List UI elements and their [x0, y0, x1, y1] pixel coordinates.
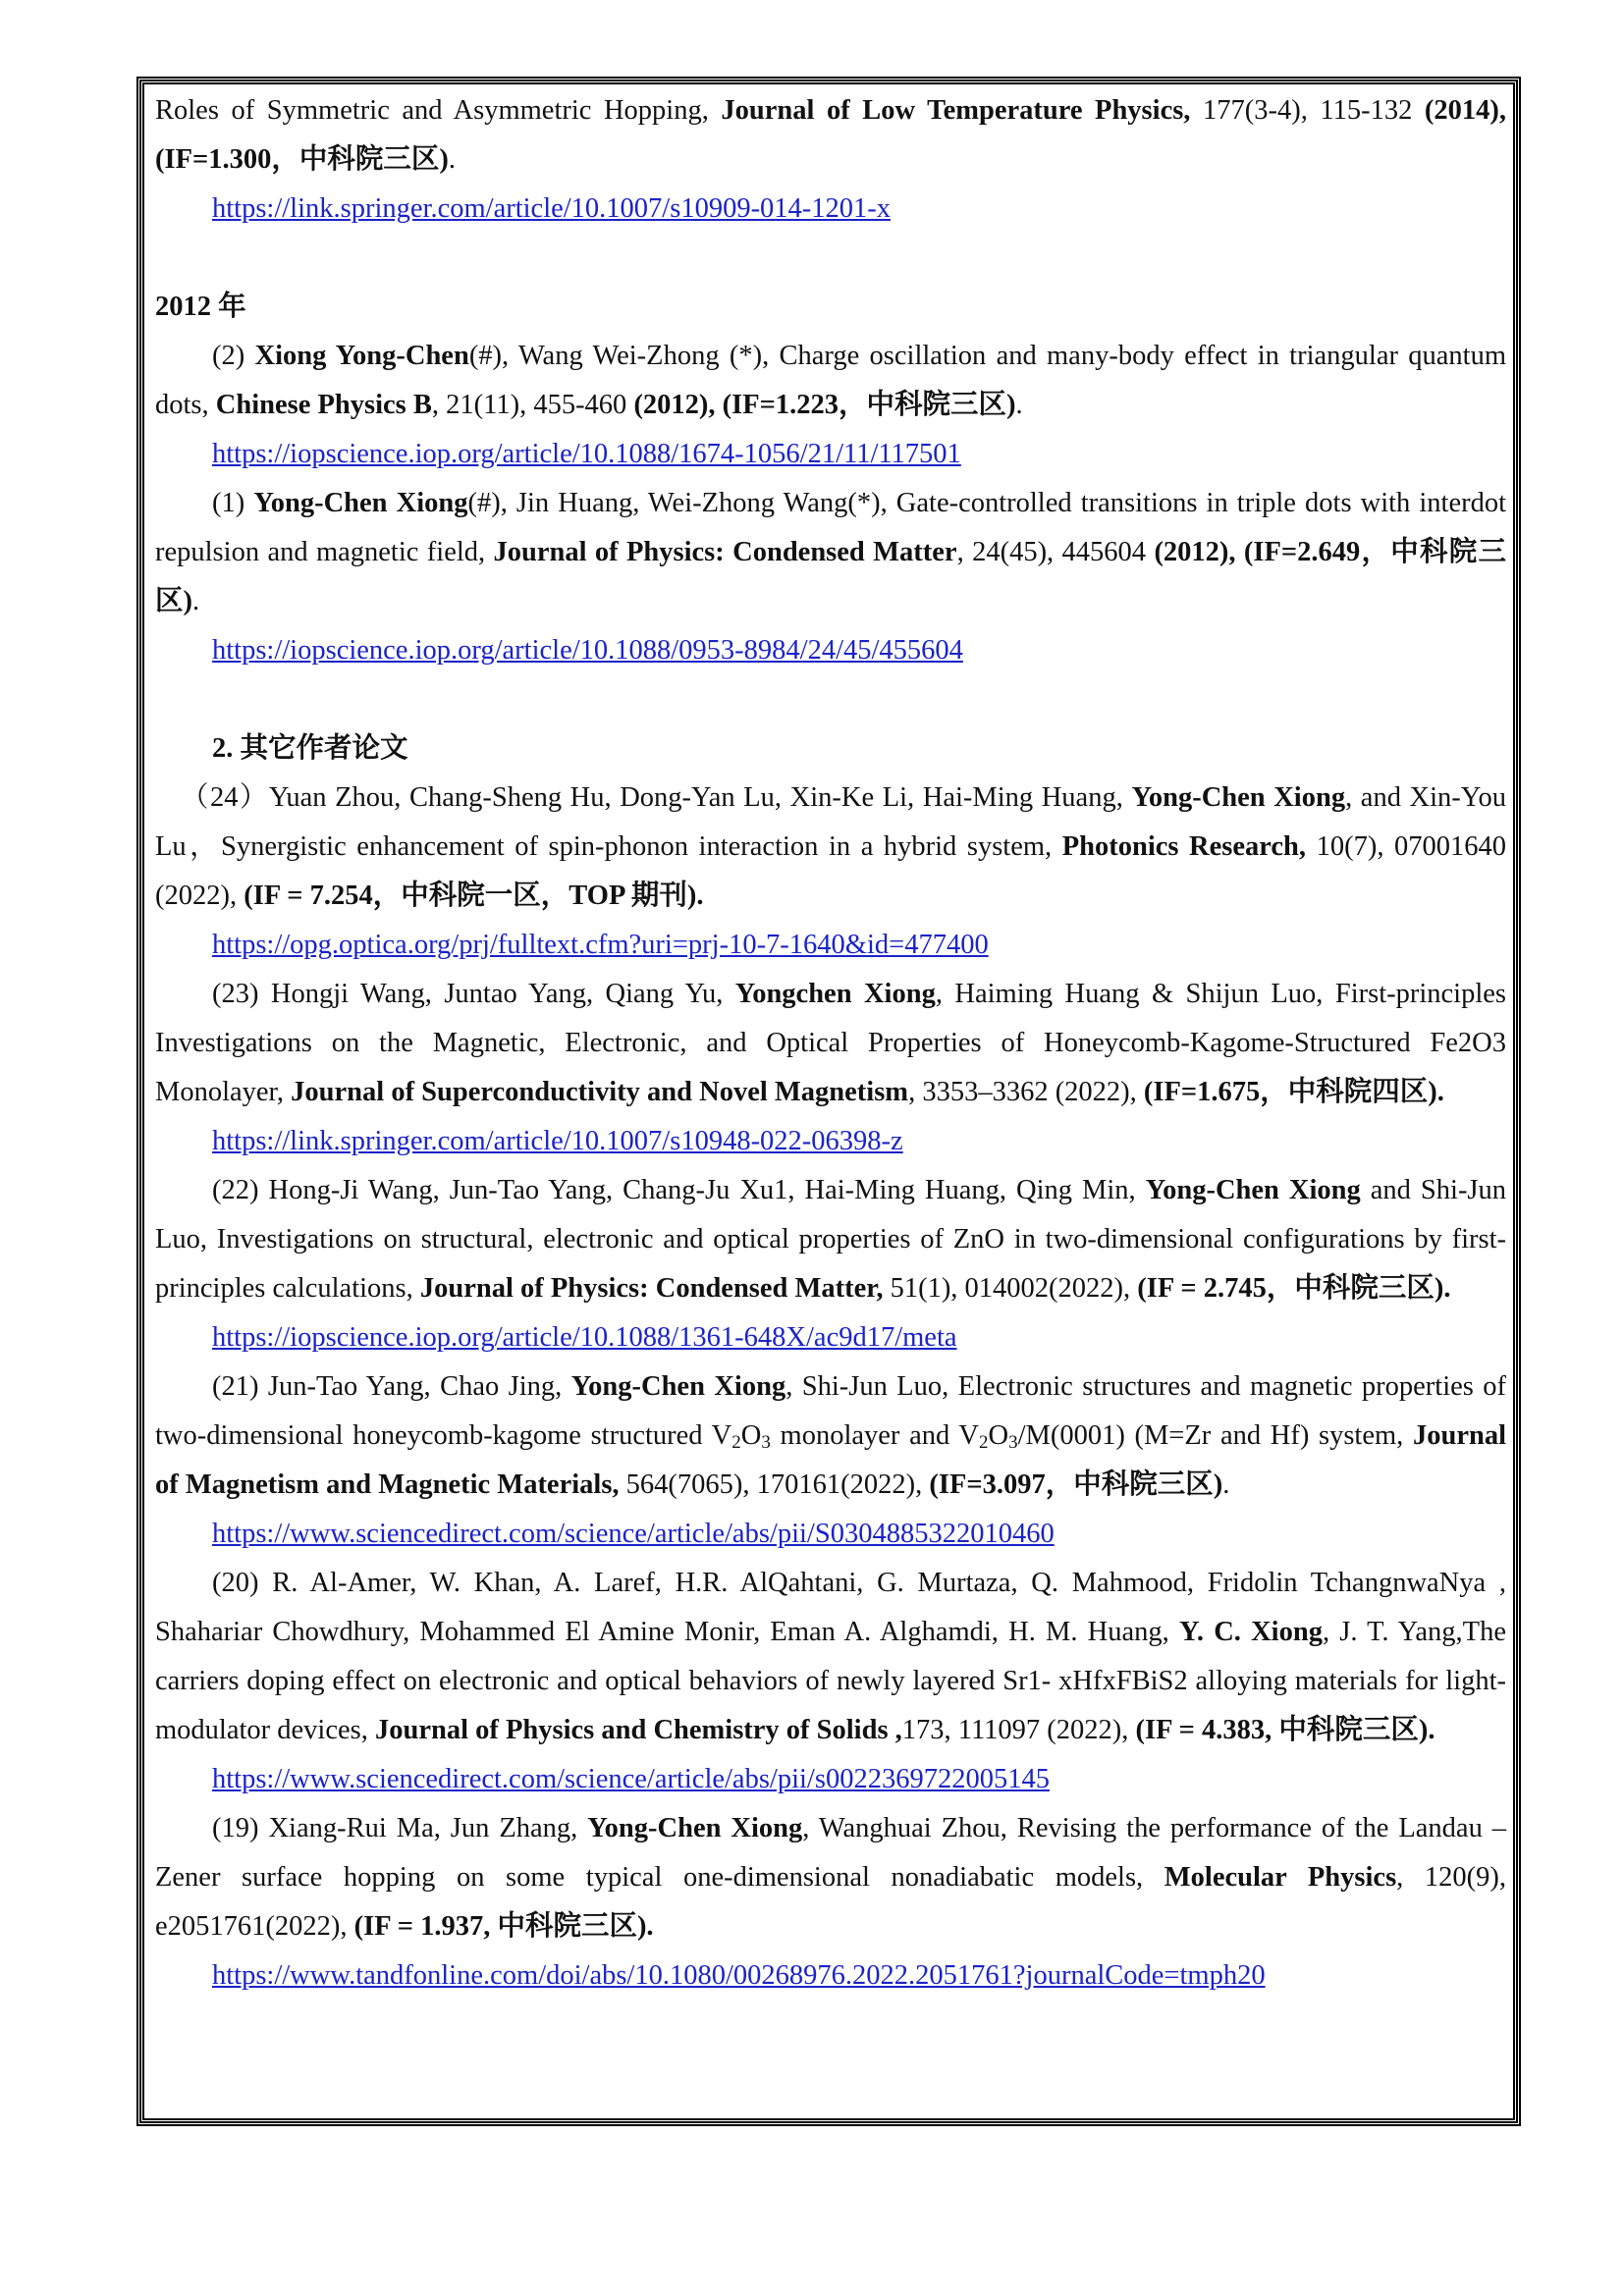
impact-factor: (2012), (IF=2.649，中科院三区): [155, 537, 1507, 616]
journal-name: Molecular Physics: [1164, 1862, 1397, 1893]
entry-2: [155, 332, 1506, 430]
subscript: 3: [1008, 1432, 1018, 1453]
entry-text: , Shi-Jun Luo, Electronic structures and magnetic properties of two-dimensional honeycomb-kagome structured V: [155, 1371, 1507, 1451]
journal-name: Journal of Physics and Chemistry of Solids ,: [374, 1715, 902, 1745]
entry-number: (22): [212, 1175, 269, 1205]
entry-1-link[interactable]: https://iopscience.iop.org/article/10.1088/0953-8984/24/45/455604: [212, 635, 963, 666]
entry-text: Xiang-Rui Ma, Jun Zhang,: [268, 1813, 588, 1843]
entry-text: , 24(45), 445604: [956, 537, 1155, 567]
entry-text: and Shi-Jun Luo, Investigations on structural, electronic and optical properties of ZnO in two-dimensional configurations by first-principles calculations,: [155, 1175, 1507, 1304]
entry-3-continued: [155, 86, 1506, 185]
impact-factor: (IF = 1.937, 中科院三区).: [353, 1911, 654, 1942]
entry-text: Hong-Ji Wang, Jun-Tao Yang, Chang-Ju Xu1, Hai-Ming Huang, Qing Min,: [268, 1175, 1146, 1205]
entry-3-link[interactable]: https://link.springer.com/article/10.1007/s10909-014-1201-x: [212, 193, 892, 224]
journal-name: Journal of Magnetism and Magnetic Materials,: [155, 1420, 1506, 1500]
entry-number: (20): [212, 1568, 273, 1598]
impact-factor: (IF=3.097，中科院三区): [929, 1469, 1223, 1500]
entry-text: 51(1), 014002(2022),: [883, 1273, 1138, 1304]
entry-text: , 21(11), 455-460: [431, 390, 634, 420]
entry-text: .: [1015, 390, 1023, 420]
entry-text: 10(7), 07001640 (2022),: [155, 831, 1507, 911]
impact-factor: (IF = 2.745，中科院三区).: [1137, 1273, 1451, 1304]
journal-name: Journal of Low Temperature Physics,: [721, 95, 1191, 126]
entry-text: 173, 111097 (2022),: [901, 1715, 1136, 1745]
entry-text: , Wanghuai Zhou, Revising the performance of the Landau –Zener surface hopping on some typical one-dimensional nonadiabatic models,: [155, 1813, 1507, 1893]
entry-19-link[interactable]: https://www.tandfonline.com/doi/abs/10.1080/00268976.2022.2051761?journalCode=tmph20: [212, 1960, 1266, 1991]
subscript: 2: [978, 1432, 989, 1453]
entry-text: Hongji Wang, Juntao Yang, Qiang Yu,: [270, 979, 735, 1009]
impact-factor: (IF = 4.383, 中科院三区).: [1135, 1715, 1435, 1745]
entry-20-link[interactable]: https://www.sciencedirect.com/science/article/abs/pii/s0022369722005145: [212, 1764, 1050, 1794]
publication-list: [155, 86, 1506, 2001]
impact-factor: (2014), (IF=1.300，中科院三区): [155, 95, 1507, 175]
entry-text: .: [448, 144, 456, 175]
entry-text: monolayer and V: [770, 1420, 979, 1451]
entry-20: [155, 1559, 1506, 1755]
highlighted-author: Yong-Chen Xiong: [587, 1813, 803, 1843]
entry-text: (#), Wang Wei-Zhong (*), Charge oscillation and many-body effect in triangular quantum dots,: [155, 341, 1506, 420]
entry-24: [155, 774, 1506, 921]
entry-text: O: [988, 1420, 1009, 1451]
entry-text: Yuan Zhou, Chang-Sheng Hu, Dong-Yan Lu, Xin-Ke Li, Hai-Ming Huang,: [268, 782, 1132, 813]
entry-21: [155, 1362, 1506, 1510]
entry-number: (1): [212, 488, 254, 518]
entry-text: 564(7065), 170161(2022),: [619, 1469, 930, 1500]
entry-text: R. Al-Amer, W. Khan, A. Laref, H.R. AlQahtani, G. Murtaza, Q. Mahmood, Fridolin TchangnwaNya , Shahariar Chowdhury, Mohammed El Amine Monir, Eman A. Alghamdi, H. M. Huang,: [155, 1568, 1507, 1647]
entry-text: /M(0001) (M=Zr and Hf) system,: [1017, 1420, 1413, 1451]
impact-factor: (2012), (IF=1.223，中科院三区): [633, 390, 1016, 420]
subscript: 2: [731, 1432, 741, 1453]
entry-number: (21): [212, 1371, 268, 1402]
section-heading-other-author-papers: 2. 其它作者论文: [212, 733, 408, 764]
impact-factor: (IF = 7.254，中科院一区，TOP 期刊).: [244, 881, 704, 911]
entry-1: [155, 479, 1506, 626]
highlighted-author: Yongchen Xiong: [734, 979, 936, 1009]
entry-text: , 3353–3362 (2022),: [908, 1077, 1144, 1107]
journal-name: Journal of Superconductivity and Novel Magnetism: [291, 1077, 909, 1107]
entry-text: Jun-Tao Yang, Chao Jing,: [267, 1371, 571, 1402]
entry-text: .: [192, 586, 200, 616]
entry-text: Roles of Symmetric and Asymmetric Hopping,: [155, 95, 722, 126]
highlighted-author: Yong-Chen Xiong: [1131, 782, 1346, 813]
entry-22: [155, 1166, 1506, 1313]
highlighted-author: Yong-Chen Xiong: [1145, 1175, 1361, 1205]
entry-text: (#), Jin Huang, Wei-Zhong Wang(*), Gate-controlled transitions in triple dots with interdot repulsion and magnetic field,: [155, 488, 1507, 567]
entry-number: (2): [212, 341, 255, 371]
highlighted-author: Yong-Chen Xiong: [253, 488, 468, 518]
entry-text: , Haiming Huang & Shijun Luo, First-principles Investigations on the Magnetic, Electronic, and Optical Properties of Honeycomb-Kagome-Structured Fe2O3 Monolayer,: [155, 979, 1507, 1107]
highlighted-author: Xiong Yong-Chen: [254, 341, 469, 371]
entry-number: (23): [212, 979, 271, 1009]
journal-name: Journal of Physics: Condensed Matter,: [419, 1273, 884, 1304]
entry-text: , 120(9), e2051761(2022),: [155, 1862, 1507, 1942]
highlighted-author: Yong-Chen Xiong: [570, 1371, 786, 1402]
journal-name: Chinese Physics B: [215, 390, 432, 420]
entry-number: (19): [212, 1813, 269, 1843]
entry-23: [155, 970, 1506, 1117]
subscript: 3: [761, 1432, 771, 1453]
impact-factor: (IF=1.675，中科院四区).: [1143, 1077, 1444, 1107]
journal-name: Photonics Research,: [1061, 831, 1307, 862]
entry-text: .: [1222, 1469, 1230, 1500]
entry-23-link[interactable]: https://link.springer.com/article/10.1007/s10948-022-06398-z: [212, 1126, 903, 1156]
entry-24-link[interactable]: https://opg.optica.org/prj/fulltext.cfm?uri=prj-10-7-1640&id=477400: [212, 930, 989, 960]
entry-text: O: [740, 1420, 762, 1451]
entry-22-link[interactable]: https://iopscience.iop.org/article/10.1088/1361-648X/ac9d17/meta: [212, 1322, 957, 1353]
highlighted-author: Y. C. Xiong: [1178, 1617, 1323, 1647]
year-heading-2012: 2012 年: [155, 292, 246, 322]
entry-text: , and Xin-You Lu，Synergistic enhancement of spin-phonon interaction in a hybrid system,: [155, 782, 1507, 862]
entry-19: [155, 1804, 1506, 1951]
entry-text: , J. T. Yang,The carriers doping effect on electronic and optical behaviors of newly layered Sr1- xHfxFBiS2 alloying materials for light-modulator devices,: [155, 1617, 1506, 1745]
entry-2-link[interactable]: https://iopscience.iop.org/article/10.1088/1674-1056/21/11/117501: [212, 439, 961, 469]
journal-name: Journal of Physics: Condensed Matter: [493, 537, 957, 567]
entry-21-link[interactable]: https://www.sciencedirect.com/science/article/abs/pii/S0304885322010460: [212, 1519, 1055, 1549]
entry-text: 177(3-4), 115-132: [1190, 95, 1425, 126]
entry-number: （24）: [181, 782, 269, 813]
